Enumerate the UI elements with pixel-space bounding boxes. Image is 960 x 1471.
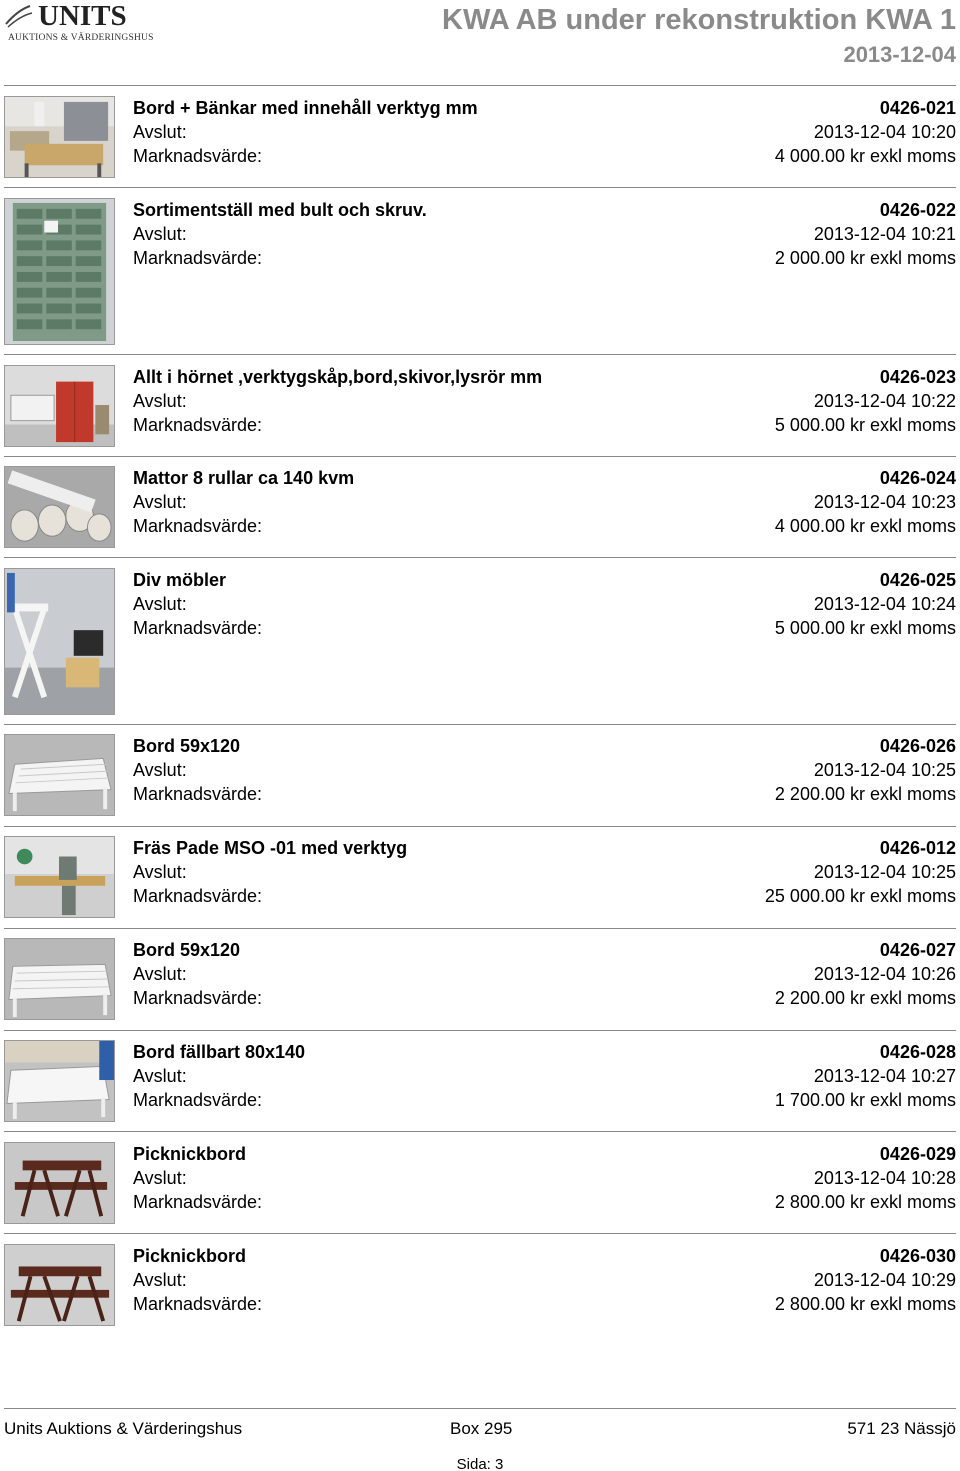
avslut-label: Avslut:	[133, 492, 187, 512]
lot-divider	[4, 1131, 956, 1132]
lot-title: Div möbler	[133, 570, 227, 590]
units-logo-mark	[4, 0, 164, 30]
market-value-label: Marknadsvärde:	[133, 988, 263, 1008]
lot-photo-carpet-rolls	[4, 466, 115, 548]
avslut-time: 2013-12-04 10:20	[813, 122, 956, 142]
lot-divider	[4, 557, 956, 558]
picnic-table-photo-icon	[5, 1143, 114, 1223]
market-value-label: Marknadsvärde:	[133, 146, 263, 166]
lot-divider	[4, 928, 956, 929]
avslut-label: Avslut:	[133, 760, 187, 780]
lot-number: 0426-023	[879, 367, 956, 387]
lot-number: 0426-021	[879, 98, 956, 118]
market-value: 25 000.00 kr exkl moms	[764, 886, 956, 906]
avslut-label: Avslut:	[133, 1270, 187, 1290]
avslut-label: Avslut:	[133, 1066, 187, 1086]
lot-photo-workshop	[4, 96, 115, 178]
market-value-label: Marknadsvärde:	[133, 516, 263, 536]
avslut-time: 2013-12-04 10:29	[813, 1270, 956, 1290]
furniture-photo-icon	[5, 569, 114, 714]
market-value: 2 200.00 kr exkl moms	[774, 784, 956, 804]
carpet-rolls-photo-icon	[5, 467, 114, 547]
avslut-time: 2013-12-04 10:27	[813, 1066, 956, 1086]
logo-subtitle: AUKTIONS & VÄRDERINGSHUS	[8, 33, 154, 43]
lot-number: 0426-027	[879, 940, 956, 960]
market-value-label: Marknadsvärde:	[133, 248, 263, 268]
lot-photo-tool-cabinet	[4, 365, 115, 447]
avslut-time: 2013-12-04 10:24	[813, 594, 956, 614]
lot-divider	[4, 724, 956, 725]
market-value: 5 000.00 kr exkl moms	[774, 415, 956, 435]
table-photo-icon	[5, 735, 114, 815]
avslut-label: Avslut:	[133, 1168, 187, 1188]
avslut-time: 2013-12-04 10:25	[813, 862, 956, 882]
lot-number: 0426-030	[879, 1246, 956, 1266]
avslut-label: Avslut:	[133, 964, 187, 984]
market-value: 2 000.00 kr exkl moms	[774, 248, 956, 268]
lot-title: Bord + Bänkar med innehåll verktyg mm	[133, 98, 478, 118]
market-value-label: Marknadsvärde:	[133, 784, 263, 804]
market-value-label: Marknadsvärde:	[133, 618, 263, 638]
market-value: 2 200.00 kr exkl moms	[774, 988, 956, 1008]
lot-title: Mattor 8 rullar ca 140 kvm	[133, 468, 355, 488]
avslut-label: Avslut:	[133, 391, 187, 411]
market-value: 4 000.00 kr exkl moms	[774, 146, 956, 166]
lot-number: 0426-022	[879, 200, 956, 220]
lot-divider	[4, 1233, 956, 1234]
lot-title: Bord fällbart 80x140	[133, 1042, 306, 1062]
folding-table-photo-icon	[5, 1041, 114, 1121]
avslut-label: Avslut:	[133, 862, 187, 882]
footer-address-box: Box 295	[450, 1419, 513, 1438]
document-date: 2013-12-04	[843, 42, 956, 67]
market-value-label: Marknadsvärde:	[133, 1294, 263, 1314]
header-divider	[4, 85, 956, 86]
picnic-table-photo-icon	[5, 1245, 114, 1325]
page-header	[0, 0, 960, 86]
lot-photo-picnic-table	[4, 1244, 115, 1326]
lot-photo-folding-table	[4, 1040, 115, 1122]
avslut-label: Avslut:	[133, 594, 187, 614]
market-value: 2 800.00 kr exkl moms	[774, 1294, 956, 1314]
avslut-time: 2013-12-04 10:26	[813, 964, 956, 984]
avslut-time: 2013-12-04 10:28	[813, 1168, 956, 1188]
lot-divider	[4, 826, 956, 827]
lot-number: 0426-025	[879, 570, 956, 590]
lot-title: Fräs Pade MSO -01 med verktyg	[133, 838, 408, 858]
document-title: KWA AB under rekonstruktion KWA 1	[442, 4, 956, 36]
lot-number: 0426-029	[879, 1144, 956, 1164]
lot-divider	[4, 187, 956, 188]
lot-photo-furniture	[4, 568, 115, 715]
lot-title: Bord 59x120	[133, 940, 241, 960]
avslut-label: Avslut:	[133, 122, 187, 142]
avslut-time: 2013-12-04 10:25	[813, 760, 956, 780]
milling-machine-photo-icon	[5, 837, 114, 917]
lot-title: Picknickbord	[133, 1144, 247, 1164]
avslut-time: 2013-12-04 10:22	[813, 391, 956, 411]
market-value: 2 800.00 kr exkl moms	[774, 1192, 956, 1212]
lot-number: 0426-012	[879, 838, 956, 858]
logo-wordmark: UNITS	[38, 0, 127, 30]
lot-divider	[4, 354, 956, 355]
market-value-label: Marknadsvärde:	[133, 886, 263, 906]
market-value-label: Marknadsvärde:	[133, 1090, 263, 1110]
workshop-photo-icon	[5, 97, 114, 177]
lot-photo-table	[4, 734, 115, 816]
footer-company: Units Auktions & Värderingshus	[4, 1419, 243, 1438]
page-number: Sida: 3	[456, 1456, 504, 1471]
lot-title: Sortimentställ med bult och skruv.	[133, 200, 427, 220]
units-logo	[4, 0, 164, 48]
market-value: 1 700.00 kr exkl moms	[774, 1090, 956, 1110]
lot-title: Picknickbord	[133, 1246, 247, 1266]
footer-divider	[4, 1408, 956, 1409]
storage-rack-photo-icon	[5, 199, 114, 344]
table-photo-icon	[5, 939, 114, 1019]
avslut-label: Avslut:	[133, 224, 187, 244]
tool-cabinet-photo-icon	[5, 366, 114, 446]
lot-photo-table	[4, 938, 115, 1020]
lot-number: 0426-026	[879, 736, 956, 756]
lot-photo-milling-machine	[4, 836, 115, 918]
lot-photo-picnic-table	[4, 1142, 115, 1224]
lot-number: 0426-028	[879, 1042, 956, 1062]
market-value-label: Marknadsvärde:	[133, 415, 263, 435]
lot-number: 0426-024	[879, 468, 956, 488]
avslut-time: 2013-12-04 10:21	[813, 224, 956, 244]
avslut-time: 2013-12-04 10:23	[813, 492, 956, 512]
footer-city: 571 23 Nässjö	[847, 1419, 956, 1438]
lot-photo-storage-rack	[4, 198, 115, 345]
market-value-label: Marknadsvärde:	[133, 1192, 263, 1212]
lot-title: Allt i hörnet ,verktygskåp,bord,skivor,lysrör mm	[133, 367, 543, 387]
market-value: 5 000.00 kr exkl moms	[774, 618, 956, 638]
market-value: 4 000.00 kr exkl moms	[774, 516, 956, 536]
lot-title: Bord 59x120	[133, 736, 241, 756]
lot-divider	[4, 456, 956, 457]
lot-divider	[4, 1030, 956, 1031]
